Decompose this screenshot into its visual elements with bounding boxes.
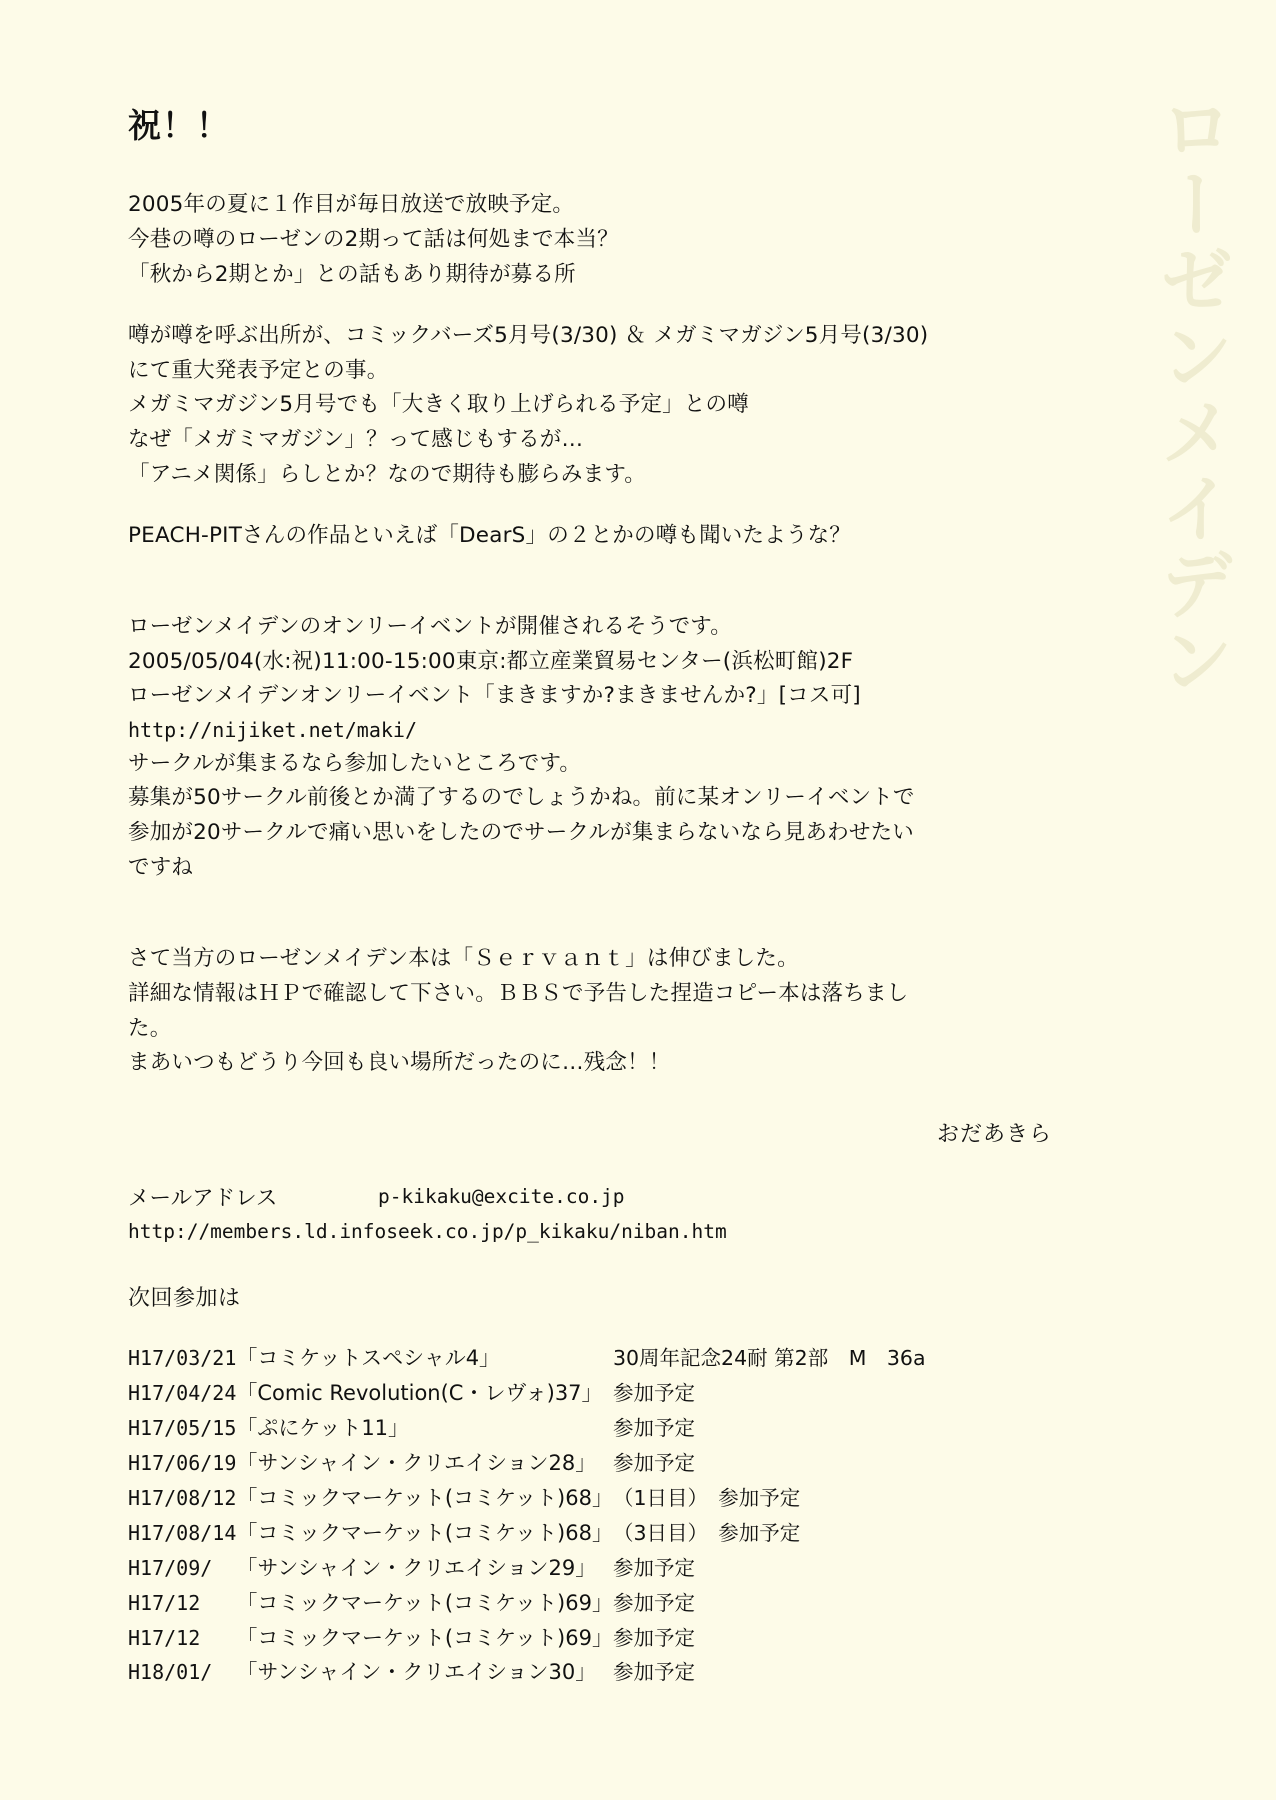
paragraph-block-5 bbox=[128, 942, 1138, 1081]
paragraph-line: にて重大発表予定との事。 bbox=[128, 357, 389, 383]
schedule-note: 参加予定 bbox=[612, 1590, 695, 1615]
schedule-event: 「サンシャイン・クリエイション30」 bbox=[236, 1660, 597, 1685]
schedule-event: 「ぷにケット11」 bbox=[236, 1416, 410, 1441]
paragraph-block-3 bbox=[128, 519, 1138, 554]
paragraph-line: まあいつもどうり今回も良い場所だったのに…残念！！ bbox=[128, 1050, 671, 1076]
table-row bbox=[128, 1656, 926, 1691]
homepage-url[interactable]: http://members.ld.infoseek.co.jp/p_kikaku/niban.htm bbox=[128, 1219, 727, 1243]
next-events-heading: 次回参加は bbox=[128, 1285, 241, 1311]
table-row bbox=[128, 1621, 926, 1656]
author-signature: おだあきら bbox=[936, 1122, 1052, 1148]
schedule-date: H17/06/19 bbox=[128, 1450, 237, 1475]
contact-email-value[interactable]: p-kikaku@excite.co.jp bbox=[378, 1185, 625, 1209]
schedule-event: 「コミックマーケット(コミケット)69」 bbox=[236, 1590, 613, 1615]
schedule-note: 参加予定 bbox=[612, 1416, 695, 1441]
paragraph-line: 募集が50サークル前後とか満了するのでしょうかね。前に某オンリーイベントで bbox=[128, 785, 915, 811]
event-url[interactable]: http://nijiket.net/maki/ bbox=[128, 718, 417, 743]
schedule-note: 参加予定 bbox=[612, 1555, 695, 1580]
paragraph-block-4 bbox=[128, 610, 1138, 886]
paragraph-line: 噂が噂を呼ぶ出所が、コミックバーズ5月号(3/30) ＆ メガミマガジン5月号(3/30) bbox=[128, 322, 929, 348]
contact-email-row bbox=[128, 1182, 1138, 1215]
paragraph-line: ですね bbox=[128, 855, 194, 881]
watermark-line-1: ローゼンメイデン bbox=[1148, 90, 1234, 698]
paragraph-line: 「秋から2期とか」との話もあり期待が募る所 bbox=[128, 261, 576, 287]
contact-email-label: メールアドレス bbox=[128, 1186, 278, 1212]
table-row bbox=[128, 1551, 926, 1586]
schedule-note: 参加予定 bbox=[612, 1625, 695, 1650]
schedule-table bbox=[128, 1342, 926, 1691]
table-row bbox=[128, 1446, 926, 1481]
paragraph-line: 2005年の夏に１作目が毎日放送で放映予定。 bbox=[128, 192, 575, 218]
schedule-event: 「サンシャイン・クリエイション28」 bbox=[236, 1450, 597, 1475]
paragraph-line: PEACH-PITさんの作品といえば「DearS」の２とかの噂も聞いたような？ bbox=[128, 522, 852, 548]
spacer bbox=[128, 580, 1138, 610]
schedule-note: （3日目） 参加予定 bbox=[612, 1520, 801, 1545]
paragraph-line: なぜ「メガミマガジン」？って感じもするが… bbox=[128, 427, 584, 453]
schedule-note: 30周年記念24耐 第2部 M 36a bbox=[612, 1346, 926, 1371]
schedule-event: 「コミケットスペシャル4」 bbox=[236, 1346, 501, 1371]
paragraph-line: 今巷の噂のローゼンの2期って話は何処まで本当？ bbox=[128, 227, 619, 253]
paragraph-line: 参加が20サークルで痛い思いをしたのでサークルが集まらないなら見あわせたい bbox=[128, 820, 914, 846]
paragraph-block-1 bbox=[128, 188, 1138, 292]
schedule-event: 「サンシャイン・クリエイション29」 bbox=[236, 1555, 597, 1580]
paragraph-line: さて当方のローゼンメイデン本は「Ｓｅｒｖａｎｔ」は伸びました。 bbox=[128, 945, 799, 971]
schedule-note: 参加予定 bbox=[612, 1660, 695, 1685]
schedule-date: H18/01/ bbox=[128, 1660, 213, 1685]
document-content bbox=[128, 108, 1138, 1691]
table-row bbox=[128, 1377, 926, 1412]
paragraph-line: 詳細な情報はＨＰで確認して下さい。ＢＢＳで予告した捏造コピー本は落ちまし bbox=[128, 980, 909, 1006]
schedule-event: 「コミックマーケット(コミケット)68」 bbox=[236, 1520, 613, 1545]
paragraph-line: 2005/05/04(水:祝)11:00-15:00東京:都立産業貿易センター(浜松町館)2F bbox=[128, 648, 854, 674]
schedule-event: 「Comic Revolution(C・レヴォ)37」 bbox=[236, 1381, 603, 1406]
spacer bbox=[128, 912, 1138, 942]
table-row bbox=[128, 1586, 926, 1621]
paragraph-line: ローゼンメイデンのオンリーイベントが開催されるそうです。 bbox=[128, 613, 732, 639]
paragraph-line: メガミマガジン5月号でも「大きく取り上げられる予定」との噂 bbox=[128, 392, 749, 418]
schedule-date: H17/08/14 bbox=[128, 1520, 237, 1545]
schedule-date: H17/09/ bbox=[128, 1555, 213, 1580]
schedule-date: H17/03/21 bbox=[128, 1346, 237, 1371]
schedule-date: H17/12 bbox=[128, 1625, 201, 1650]
schedule-body bbox=[128, 1342, 926, 1691]
paragraph-block-2 bbox=[128, 319, 1138, 493]
schedule-event: 「コミックマーケット(コミケット)69」 bbox=[236, 1625, 613, 1650]
schedule-note: （1日目） 参加予定 bbox=[612, 1485, 801, 1510]
schedule-date: H17/05/15 bbox=[128, 1416, 237, 1441]
schedule-event: 「コミックマーケット(コミケット)68」 bbox=[236, 1485, 613, 1510]
schedule-date: H17/04/24 bbox=[128, 1381, 237, 1406]
paragraph-line: た。 bbox=[128, 1015, 172, 1041]
schedule-date: H17/12 bbox=[128, 1590, 201, 1615]
table-row bbox=[128, 1481, 926, 1516]
schedule-date: H17/08/12 bbox=[128, 1485, 237, 1510]
schedule-note: 参加予定 bbox=[612, 1381, 695, 1406]
paragraph-line: 「アニメ関係」らしとか？なので期待も膨らみます。 bbox=[128, 462, 647, 488]
paragraph-line: ローゼンメイデンオンリーイベント「まきますか?まきませんか?」[コス可] bbox=[128, 683, 861, 709]
table-row bbox=[128, 1412, 926, 1447]
page-title: 祝！！ bbox=[128, 106, 230, 145]
schedule-note: 参加予定 bbox=[612, 1450, 695, 1475]
table-row bbox=[128, 1342, 926, 1377]
paragraph-line: サークルが集まるなら参加したいところです。 bbox=[128, 750, 582, 776]
table-row bbox=[128, 1516, 926, 1551]
